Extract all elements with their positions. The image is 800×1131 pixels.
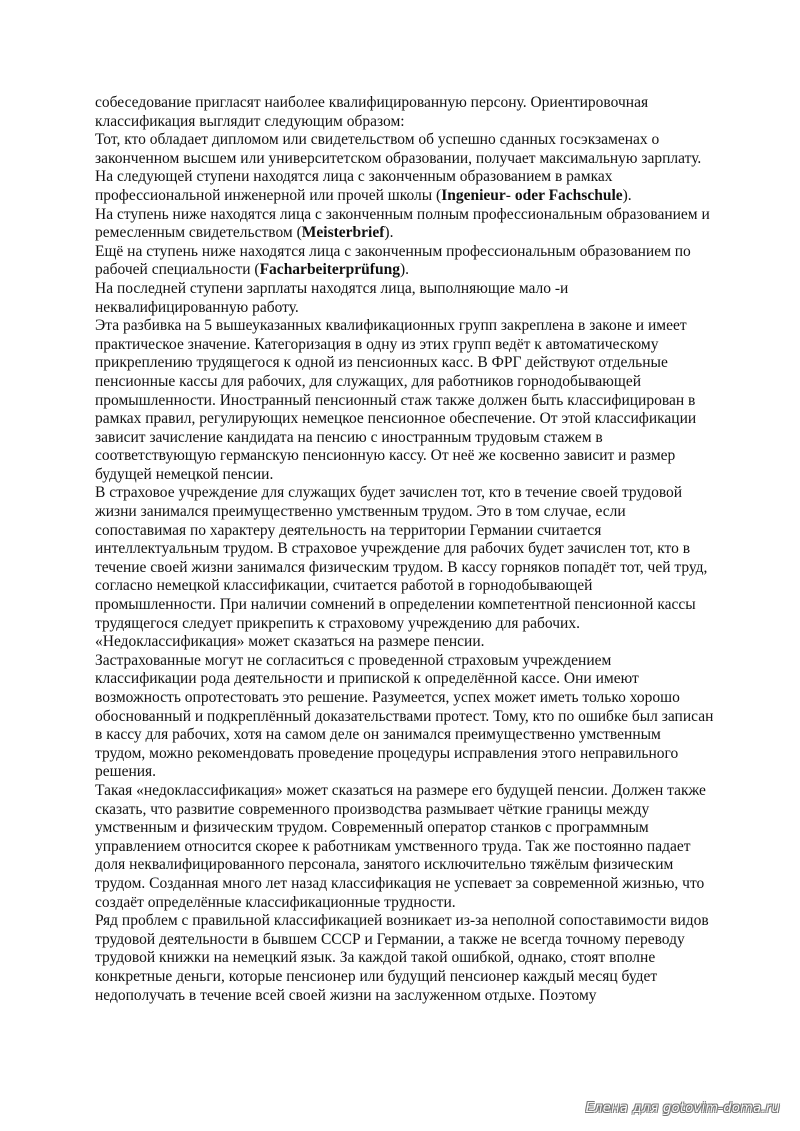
text-segment: собеседование пригласят наиболее квалифицированную персону. Ориентировочная классификация выглядит следующим образом: <box>95 94 649 130</box>
text-segment: Тот, кто обладает дипломом или свидетельством об успешно сданных госэкзаменах о законченном высшем или университетском образовании, получает максимальную зарплату. <box>95 131 702 167</box>
text-segment: На следующей ступени находятся лица с законченным образованием в рамках профессиональной инженерной или прочей школы ( <box>95 168 613 204</box>
paragraph <box>95 633 715 652</box>
paragraph <box>95 317 715 484</box>
footer-credit: Елена для gotovim-doma.ru <box>585 1101 780 1116</box>
document-body <box>95 94 715 1005</box>
bold-term: oder Fachschule <box>514 186 623 204</box>
paragraph <box>95 484 715 633</box>
text-segment: Эта разбивка на 5 вышеуказанных квалификационных групп закреплена в законе и имеет практическое значение. Категоризация в одну из этих групп ведёт к автоматическому прикреплению трудящегося к одной из пенсионных касс. В ФРГ действуют отдельные пенсионные кассы для рабочих, для служащих, для работников горнодобывающей промышленности. Иностранный пенсионный стаж также должен быть классифицирован в рамках правил, регулирующих немецкое пенсионное обеспечение. От этой классификации зависит зачисление кандидата на пенсию с иностранным трудовым стажем в соответствующую германскую пенсионную кассу. От неё же косвенно зависит и размер будущей немецкой пенсии. <box>95 317 697 483</box>
bold-term: Facharbeiterprüfung <box>259 261 400 279</box>
text-segment: ). <box>622 186 632 204</box>
bold-term: Ingenieur <box>441 186 506 204</box>
text-segment: «Недоклассификация» может сказаться на размере пенсии. <box>95 633 485 651</box>
text-segment: Застрахованные могут не согласиться с проведенной страховым учреждением классификации рода деятельности и припиской к определённой кассе. Они имеют возможность опротестовать это решение. Разумеется, успех может иметь только хорошо обоснованный и подкреплённый доказательствами протест. Тому, кто по ошибке был записан в кассу для рабочих, хотя на самом деле он занимался преимущественно умственным трудом, можно рекомендовать проведение процедуры исправления этого неправильного решения. <box>95 651 714 781</box>
text-segment: В страховое учреждение для служащих будет зачислен тот, кто в течение своей трудовой жизни занимался преимущественно умственным трудом. Это в том случае, если сопоставимая по характеру деятельность на территории Германии считается интеллектуальным трудом. В страховое учреждение для рабочих будет зачислен тот, кто в течение своей жизни занимался физическим трудом. В кассу горняков попадёт тот, чей труд, согласно немецкой классификации, считается работой в горнодобывающей промышленности. При наличии сомнений в определении компетентной пенсионной кассы трудящегося следует прикрепить к страховому учреждению для рабочих. <box>95 484 708 632</box>
text-segment: Ряд проблем с правильной классификацией возникает из-за неполной сопоставимости видов трудовой деятельности в бывшем СССР и Германии, а также не всегда точному переводу трудовой книжки на немецкий язык. За каждой такой ошибкой, однако, стоят вполне конкретные деньги, которые пенсионер или будущий пенсионер каждый месяц будет недополучать в течение всей своей жизни на заслуженном отдыхе. Поэтому <box>95 912 709 1004</box>
text-segment: На последней ступени зарплаты находятся лица, выполняющие мало -и неквалифицированную работу. <box>95 279 569 316</box>
paragraph <box>95 206 715 243</box>
paragraph <box>95 912 715 1005</box>
text-segment: Такая «недоклассификация» может сказаться на размере его будущей пенсии. Должен также сказать, что развитие современного производства размывает чёткие границы между умственным и физическим трудом. Современный оператор станков с программным управлением относится скорее к работникам умственного труда. Так же постоянно падает доля неквалифицированного персонала, занятого исключительно тяжёлым физическим трудом. Созданная много лет назад классификация не успевает за современной жизнью, что создаёт определённые классификационные трудности. <box>95 781 706 911</box>
paragraph <box>95 652 715 782</box>
paragraph <box>95 243 715 280</box>
text-segment: ). <box>384 224 394 242</box>
paragraph <box>95 131 715 168</box>
paragraph <box>95 168 715 205</box>
text-segment: - <box>505 186 515 204</box>
bold-term: Meisterbrief <box>301 224 385 242</box>
text-segment: ). <box>399 261 409 279</box>
paragraph <box>95 94 715 131</box>
text-segment: Ещё на ступень ниже находятся лица с законченным профессиональным образованием по рабочей специальности ( <box>95 242 691 279</box>
text-segment: На ступень ниже находятся лица с законченным полным профессиональным образованием и ремесленным свидетельством ( <box>95 205 710 242</box>
paragraph <box>95 280 715 317</box>
paragraph <box>95 782 715 912</box>
